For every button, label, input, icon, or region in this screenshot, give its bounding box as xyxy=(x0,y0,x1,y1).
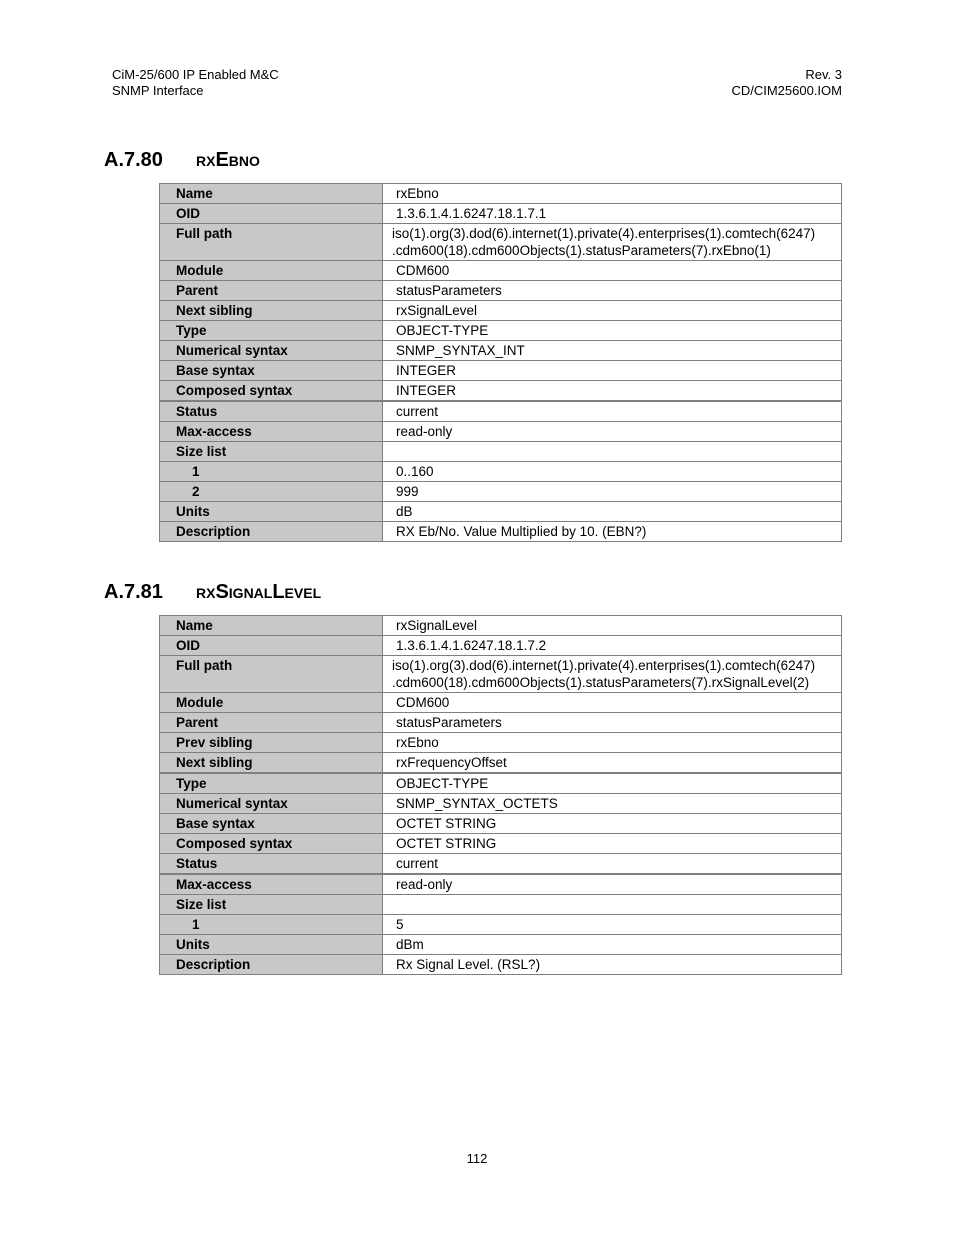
field-label: Size list xyxy=(160,895,383,915)
table-row xyxy=(160,361,842,381)
section-number: A.7.81 xyxy=(104,581,163,603)
section-title: rxSignalLevel xyxy=(196,581,322,603)
table-row xyxy=(160,482,842,502)
header-revision: Rev. 3 xyxy=(805,67,842,82)
table-row xyxy=(160,773,842,794)
table-row xyxy=(160,854,842,875)
field-value: CDM600 xyxy=(383,693,842,713)
field-value: SNMP_SYNTAX_INT xyxy=(383,341,842,361)
field-label: Module xyxy=(160,693,383,713)
table-row xyxy=(160,713,842,733)
table-row xyxy=(160,381,842,402)
field-value: INTEGER xyxy=(383,381,842,402)
field-value xyxy=(383,224,842,261)
table-row xyxy=(160,502,842,522)
field-value xyxy=(383,656,842,693)
field-value: 1.3.6.1.4.1.6247.18.1.7.1 xyxy=(383,204,842,224)
field-label: 1 xyxy=(160,462,383,482)
field-label: Description xyxy=(160,522,383,542)
field-value: rxEbno xyxy=(383,733,842,753)
table-row xyxy=(160,834,842,854)
table-row xyxy=(160,401,842,422)
field-label: 2 xyxy=(160,482,383,502)
header-right xyxy=(731,67,842,99)
table-row xyxy=(160,656,842,693)
field-label: Composed syntax xyxy=(160,834,383,854)
mib-object-table-rxsignallevel xyxy=(159,615,842,975)
table-row xyxy=(160,321,842,341)
table-row xyxy=(160,874,842,895)
field-label: Full path xyxy=(160,224,383,261)
page-number: 112 xyxy=(466,1151,488,1166)
field-label: Next sibling xyxy=(160,301,383,321)
field-label: Size list xyxy=(160,442,383,462)
field-label: Units xyxy=(160,935,383,955)
table-row xyxy=(160,814,842,834)
table-row xyxy=(160,616,842,636)
table-row xyxy=(160,935,842,955)
table-row xyxy=(160,224,842,261)
field-label: Next sibling xyxy=(160,753,383,774)
section-title: rxEbno xyxy=(196,149,260,171)
field-label: Name xyxy=(160,616,383,636)
field-value: dB xyxy=(383,502,842,522)
field-label: Max-access xyxy=(160,874,383,895)
table-row xyxy=(160,281,842,301)
mib-object-table-rxebno xyxy=(159,183,842,542)
header-doc-id: CD/CIM25600.IOM xyxy=(731,83,842,98)
full-path-line: iso(1).org(3).dod(6).internet(1).private(4).enterprises(1).comtech(6247) xyxy=(392,658,816,673)
table-row xyxy=(160,733,842,753)
section-heading-rxebno xyxy=(104,149,260,172)
field-value: statusParameters xyxy=(383,713,842,733)
field-value: rxFrequencyOffset xyxy=(383,753,842,774)
field-value: SNMP_SYNTAX_OCTETS xyxy=(383,794,842,814)
field-value xyxy=(383,442,842,462)
field-value: rxEbno xyxy=(383,184,842,204)
field-label: Status xyxy=(160,854,383,875)
field-label: Parent xyxy=(160,281,383,301)
field-value: CDM600 xyxy=(383,261,842,281)
table-row xyxy=(160,442,842,462)
field-value: statusParameters xyxy=(383,281,842,301)
section-heading-rxsignallevel xyxy=(104,581,321,604)
table-row xyxy=(160,636,842,656)
field-label: Base syntax xyxy=(160,814,383,834)
field-value: OBJECT-TYPE xyxy=(383,321,842,341)
field-value: OCTET STRING xyxy=(383,834,842,854)
field-value: rxSignalLevel xyxy=(383,616,842,636)
table-row xyxy=(160,915,842,935)
field-value: 1.3.6.1.4.1.6247.18.1.7.2 xyxy=(383,636,842,656)
full-path-line: .cdm600(18).cdm600Objects(1).statusParameters(7).rxEbno(1) xyxy=(392,243,771,258)
field-label: Numerical syntax xyxy=(160,341,383,361)
field-value: rxSignalLevel xyxy=(383,301,842,321)
field-value xyxy=(383,895,842,915)
header-subtitle: SNMP Interface xyxy=(112,83,204,98)
table-row xyxy=(160,204,842,224)
section-number: A.7.80 xyxy=(104,149,163,171)
field-value: 5 xyxy=(383,915,842,935)
table-row xyxy=(160,794,842,814)
field-value: 0..160 xyxy=(383,462,842,482)
field-value: RX Eb/No. Value Multiplied by 10. (EBN?) xyxy=(383,522,842,542)
field-label: Name xyxy=(160,184,383,204)
table-row xyxy=(160,522,842,542)
table-row xyxy=(160,753,842,774)
field-value: dBm xyxy=(383,935,842,955)
field-label: 1 xyxy=(160,915,383,935)
field-label: Base syntax xyxy=(160,361,383,381)
table-row xyxy=(160,462,842,482)
full-path-line: iso(1).org(3).dod(6).internet(1).private(4).enterprises(1).comtech(6247) xyxy=(392,226,816,241)
field-label: Composed syntax xyxy=(160,381,383,402)
field-value: INTEGER xyxy=(383,361,842,381)
field-label: Max-access xyxy=(160,422,383,442)
field-label: Units xyxy=(160,502,383,522)
field-label: Status xyxy=(160,401,383,422)
field-value: current xyxy=(383,401,842,422)
field-label: Prev sibling xyxy=(160,733,383,753)
table-row xyxy=(160,422,842,442)
field-value: read-only xyxy=(383,874,842,895)
field-value: OBJECT-TYPE xyxy=(383,773,842,794)
table-row xyxy=(160,895,842,915)
table-row xyxy=(160,301,842,321)
field-value: read-only xyxy=(383,422,842,442)
header-product: CiM-25/600 IP Enabled M&C xyxy=(112,67,279,82)
field-label: Type xyxy=(160,773,383,794)
field-label: OID xyxy=(160,204,383,224)
field-label: Full path xyxy=(160,656,383,693)
field-value: 999 xyxy=(383,482,842,502)
field-label: Numerical syntax xyxy=(160,794,383,814)
full-path-line: .cdm600(18).cdm600Objects(1).statusParameters(7).rxSignalLevel(2) xyxy=(392,675,810,690)
table-row xyxy=(160,184,842,204)
table-row xyxy=(160,693,842,713)
table-row xyxy=(160,261,842,281)
field-value: Rx Signal Level. (RSL?) xyxy=(383,955,842,975)
table-row xyxy=(160,341,842,361)
field-label: OID xyxy=(160,636,383,656)
field-label: Type xyxy=(160,321,383,341)
field-value: current xyxy=(383,854,842,875)
field-label: Description xyxy=(160,955,383,975)
field-label: Module xyxy=(160,261,383,281)
field-value: OCTET STRING xyxy=(383,814,842,834)
table-row xyxy=(160,955,842,975)
field-label: Parent xyxy=(160,713,383,733)
header-left xyxy=(112,67,279,99)
